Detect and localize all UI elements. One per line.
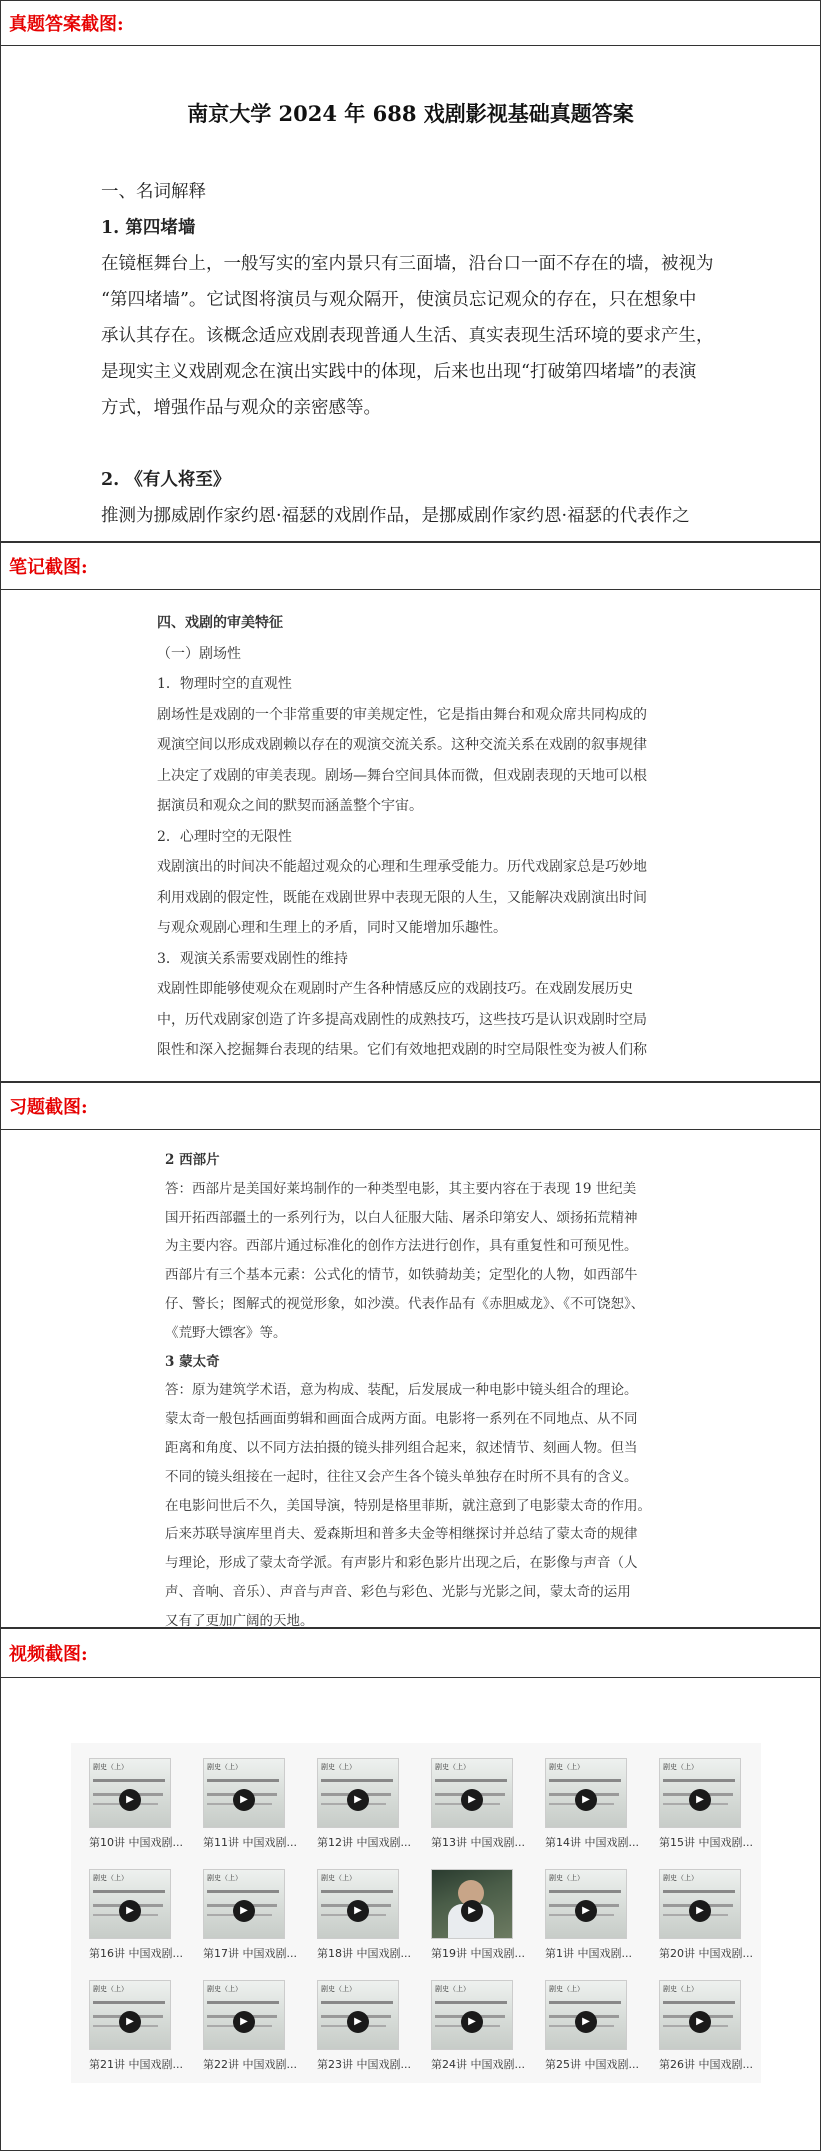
thumb-caption: 剧史（上） [93, 1763, 128, 1771]
paragraph-line: 为主要内容。西部片通过标准化的创作方法进行创作，具有重复性和可预见性。 [165, 1238, 638, 1255]
video-thumbnail[interactable] [203, 1980, 285, 2050]
paragraph-line: 据演员和观众之间的默契而涵盖整个宇宙。 [157, 798, 423, 814]
video-thumbnail[interactable] [203, 1758, 285, 1828]
paragraph-line: 中，历代戏剧家创造了许多提高戏剧性的成熟技巧，这些技巧是认识戏剧时空局 [157, 1011, 647, 1028]
video-title[interactable]: 第20讲 中国戏剧... [659, 1947, 753, 1960]
play-icon[interactable]: ▶ [575, 1900, 597, 1922]
thumb-caption: 剧史（上） [435, 1763, 470, 1771]
video-title[interactable]: 第12讲 中国戏剧... [317, 1836, 411, 1849]
notes-point: 1．物理时空的直观性 [157, 676, 292, 692]
paragraph-line: 《荒野大镖客》等。 [165, 1324, 287, 1341]
video-title[interactable]: 第11讲 中国戏剧... [203, 1836, 297, 1849]
thumb-caption: 剧史（上） [321, 1985, 356, 1993]
paragraph-line: 推测为挪威剧作家约恩·福瑟的戏剧作品，是挪威剧作家约恩·福瑟的代表作之 [101, 506, 690, 526]
thumb-caption: 剧史（上） [207, 1874, 242, 1882]
thumb-caption: 剧史（上） [93, 1985, 128, 1993]
exercise-screenshot [0, 1130, 821, 1628]
thumb-caption: 剧史（上） [207, 1985, 242, 1993]
video-item[interactable] [89, 1980, 185, 2072]
video-item[interactable] [431, 1758, 527, 1850]
video-item[interactable] [431, 1869, 527, 1961]
paragraph-line: 答：原为建筑学术语，意为构成、装配，后发展成一种电影中镜头组合的理论。 [165, 1382, 638, 1399]
notes-header [0, 542, 821, 590]
video-thumbnail[interactable] [317, 1758, 399, 1828]
play-icon[interactable]: ▶ [119, 1789, 141, 1811]
video-thumbnail[interactable] [203, 1869, 285, 1939]
paragraph-line: 又有了更加广阔的天地。 [165, 1612, 314, 1628]
paragraph-line: 西部片有三个基本元素：公式化的情节，如铁骑劫美；定型化的人物，如西部牛 [165, 1267, 638, 1284]
video-thumbnail[interactable] [89, 1980, 171, 2050]
term-heading: 2. 《有人将至》 [101, 470, 231, 490]
exercise-header-label: 习题截图: [9, 1097, 88, 1118]
play-icon[interactable]: ▶ [233, 1789, 255, 1811]
video-thumbnail[interactable] [89, 1869, 171, 1939]
video-title[interactable]: 第13讲 中国戏剧... [431, 1836, 525, 1849]
paragraph-line: 声、音响、音乐）、声音与声音、彩色与彩色、光影与光影之间，蒙太奇的运用 [165, 1583, 631, 1600]
video-header [0, 1628, 821, 1678]
exam-answer-header [0, 0, 821, 46]
notes-screenshot [0, 590, 821, 1082]
paragraph-line: “第四堵墙”。它试图将演员与观众隔开，使演员忘记观众的存在，只在想象中 [101, 290, 697, 310]
paragraph-line: 是现实主义戏剧观念在演出实践中的体现，后来也出现“打破第四堵墙”的表演 [101, 362, 697, 382]
paragraph-line: 与理论，形成了蒙太奇学派。有声影片和彩色影片出现之后，在影像与声音（人 [165, 1555, 638, 1572]
video-item[interactable] [659, 1758, 755, 1850]
video-item[interactable] [203, 1980, 299, 2072]
paragraph-line: 后来苏联导演库里肖夫、爱森斯坦和普多夫金等相继探讨并总结了蒙太奇的规律 [165, 1526, 638, 1543]
video-item[interactable] [89, 1869, 185, 1961]
thumb-caption: 剧史（上） [321, 1874, 356, 1882]
play-icon[interactable]: ▶ [461, 2011, 483, 2033]
video-thumbnail[interactable] [89, 1758, 171, 1828]
video-screenshot [0, 1678, 821, 2151]
paragraph-line: 方式，增强作品与观众的亲密感等。 [101, 398, 381, 418]
video-title[interactable]: 第22讲 中国戏剧... [203, 2058, 297, 2071]
play-icon[interactable]: ▶ [461, 1900, 483, 1922]
exercise-header [0, 1082, 821, 1130]
video-header-label: 视频截图: [9, 1644, 88, 1665]
exercise-body [165, 1146, 665, 1628]
section-heading: 一、名词解释 [101, 182, 206, 202]
paragraph-line: 上决定了戏剧的审美表现。剧场—舞台空间具体而微，但戏剧表现的天地可以根 [157, 767, 647, 784]
video-thumbnail[interactable] [659, 1758, 741, 1828]
video-thumbnail[interactable] [431, 1758, 513, 1828]
video-item[interactable] [659, 1869, 755, 1961]
paragraph-line: 仔、警长；图解式的视觉形象，如沙漠。代表作品有《赤胆威龙》、《不可饶恕》、 [165, 1295, 645, 1312]
thumb-caption: 剧史（上） [549, 1985, 584, 1993]
video-title[interactable]: 第25讲 中国戏剧... [545, 2058, 639, 2071]
video-thumbnail[interactable] [431, 1980, 513, 2050]
play-icon[interactable]: ▶ [233, 1900, 255, 1922]
video-item[interactable] [545, 1980, 641, 2072]
play-icon[interactable]: ▶ [119, 1900, 141, 1922]
video-item[interactable] [545, 1869, 641, 1961]
term-heading: 1. 第四堵墙 [101, 218, 196, 238]
notes-point: 2．心理时空的无限性 [157, 828, 292, 845]
paragraph-line: 距离和角度、以不同方法拍摄的镜头排列组合起来，叙述情节、刻画人物。但当 [165, 1439, 638, 1456]
paragraph-line: 利用戏剧的假定性，既能在戏剧世界中表现无限的人生，又能解决戏剧演出时间 [157, 889, 647, 906]
doc-title: 南京大学 2024 年 688 戏剧影视基础真题答案 [187, 101, 634, 126]
thumb-caption: 剧史（上） [549, 1763, 584, 1771]
video-thumbnail[interactable] [317, 1980, 399, 2050]
exam-answer-screenshot [0, 46, 821, 542]
thumb-caption: 剧史（上） [321, 1763, 356, 1771]
video-thumbnail[interactable] [545, 1869, 627, 1939]
play-icon[interactable]: ▶ [689, 1789, 711, 1811]
video-thumbnail[interactable] [545, 1758, 627, 1828]
video-item[interactable] [317, 1758, 413, 1850]
notes-header-label: 笔记截图: [9, 557, 88, 578]
video-thumbnail[interactable] [659, 1869, 741, 1939]
video-item[interactable] [431, 1980, 527, 2072]
video-item[interactable] [317, 1980, 413, 2072]
notes-point: 3．观演关系需要戏剧性的维持 [157, 950, 348, 967]
video-title[interactable]: 第21讲 中国戏剧... [89, 2058, 183, 2071]
video-title[interactable]: 第1讲 中国戏剧... [545, 1947, 632, 1960]
video-title[interactable]: 第18讲 中国戏剧... [317, 1947, 411, 1960]
play-icon[interactable]: ▶ [461, 1789, 483, 1811]
thumb-caption: 剧史（上） [663, 1985, 698, 1993]
paragraph-line: 承认其存在。该概念适应戏剧表现普通人生活、真实表现生活环境的要求产生， [101, 326, 714, 346]
play-icon[interactable]: ▶ [575, 2011, 597, 2033]
paragraph-line: 国开拓西部疆土的一系列行为，以白人征服大陆、屠杀印第安人、颂扬拓荒精神 [165, 1209, 638, 1226]
paragraph-line: 蒙太奇一般包括画面剪辑和画面合成两方面。电影将一系列在不同地点、从不同 [165, 1411, 638, 1428]
paragraph-line: 戏剧性即能够使观众在观剧时产生各种情感反应的戏剧技巧。在戏剧发展历史 [157, 981, 633, 997]
video-item[interactable] [545, 1758, 641, 1850]
thumb-caption: 剧史（上） [549, 1874, 584, 1882]
thumb-caption: 剧史（上） [207, 1763, 242, 1771]
thumb-caption: 剧史（上） [663, 1763, 698, 1771]
video-thumbnail[interactable] [659, 1980, 741, 2050]
exam-answer-header-label: 真题答案截图: [9, 14, 124, 35]
paragraph-line: 观演空间以形成戏剧赖以存在的观演交流关系。这种交流关系在戏剧的叙事规律 [157, 737, 647, 753]
video-thumbnail[interactable] [545, 1980, 627, 2050]
paragraph-line: 不同的镜头组接在一起时，往往又会产生各个镜头单独存在时所不具有的含义。 [165, 1468, 638, 1485]
video-title[interactable]: 第10讲 中国戏剧... [89, 1836, 183, 1849]
video-item[interactable] [317, 1869, 413, 1961]
paragraph-line: 在电影问世后不久，美国导演，特别是格里菲斯，就注意到了电影蒙太奇的作用。 [165, 1497, 651, 1514]
video-item[interactable] [659, 1980, 755, 2072]
video-title[interactable]: 第24讲 中国戏剧... [431, 2058, 525, 2071]
play-icon[interactable]: ▶ [347, 1900, 369, 1922]
exercise-term: 2 西部片 [165, 1152, 220, 1168]
video-title[interactable]: 第17讲 中国戏剧... [203, 1947, 297, 1960]
paragraph-line: 戏剧演出的时间决不能超过观众的心理和生理承受能力。历代戏剧家总是巧妙地 [157, 859, 647, 875]
video-title[interactable]: 第19讲 中国戏剧... [431, 1947, 525, 1960]
video-title[interactable]: 第15讲 中国戏剧... [659, 1836, 753, 1849]
paragraph-line: 答：西部片是美国好莱坞制作的一种类型电影，其主要内容在于表现 19 世纪美 [165, 1180, 637, 1197]
thumb-caption: 剧史（上） [663, 1874, 698, 1882]
video-title[interactable]: 第14讲 中国戏剧... [545, 1836, 639, 1849]
play-icon[interactable]: ▶ [689, 1900, 711, 1922]
paragraph-line: 在镜框舞台上，一般写实的室内景只有三面墙，沿台口一面不存在的墙，被视为 [101, 254, 714, 274]
notes-heading: 四、戏剧的审美特征 [157, 615, 283, 631]
notes-subheading: （一）剧场性 [157, 645, 241, 662]
video-item[interactable] [89, 1758, 185, 1850]
play-icon[interactable]: ▶ [347, 2011, 369, 2033]
exam-answer-body [101, 174, 731, 534]
play-icon[interactable]: ▶ [119, 2011, 141, 2033]
video-item[interactable] [203, 1758, 299, 1850]
video-title[interactable]: 第26讲 中国戏剧... [659, 2058, 753, 2071]
video-item[interactable] [203, 1869, 299, 1961]
play-icon[interactable]: ▶ [347, 1789, 369, 1811]
play-icon[interactable]: ▶ [575, 1789, 597, 1811]
thumb-caption: 剧史（上） [93, 1874, 128, 1882]
paragraph-line: 与观众观剧心理和生理上的矛盾，同时又能增加乐趣性。 [157, 920, 507, 936]
notes-body [157, 608, 687, 1066]
paragraph-line: 剧场性是戏剧的一个非常重要的审美规定性，它是指由舞台和观众席共同构成的 [157, 706, 647, 723]
video-title[interactable]: 第23讲 中国戏剧... [317, 2058, 411, 2071]
video-thumbnail[interactable] [317, 1869, 399, 1939]
video-title[interactable]: 第16讲 中国戏剧... [89, 1947, 183, 1960]
video-grid [71, 1743, 761, 2083]
play-icon[interactable]: ▶ [689, 2011, 711, 2033]
video-thumbnail[interactable] [431, 1869, 513, 1939]
paragraph-line: 限性和深入挖掘舞台表现的结果。它们有效地把戏剧的时空局限性变为被人们称 [157, 1042, 647, 1058]
play-icon[interactable]: ▶ [233, 2011, 255, 2033]
thumb-caption: 剧史（上） [435, 1985, 470, 1993]
exercise-term: 3 蒙太奇 [165, 1353, 220, 1370]
